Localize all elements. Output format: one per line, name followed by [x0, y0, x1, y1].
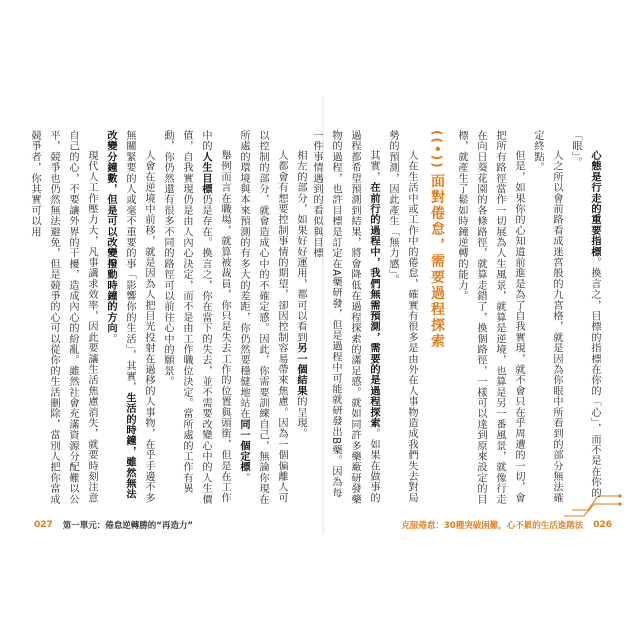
- section-heading: [427, 130, 446, 506]
- text-run: 人之所以會前路看成迷宮般的九宮格，就是因為你眼中所看到的部分無法確定終點。: [532, 130, 562, 504]
- section-heading-text: 面對倦怠，需要過程探索: [429, 173, 445, 350]
- text-run: 。: [238, 472, 249, 484]
- left-page-body: [29, 130, 310, 506]
- right-page-body: [311, 130, 604, 506]
- text-run: 相左的部分，如果好好運用，都可以看到: [295, 150, 306, 343]
- paragraph: [528, 130, 566, 506]
- bold-text: 在前行的過程中，我們無需預測，需要的是過程探索: [368, 182, 379, 429]
- left-page-footer: [34, 514, 322, 536]
- right-book-title: 克服倦怠：30種突破困難，心不累的生活進階法: [401, 521, 584, 531]
- paragraph: [234, 130, 291, 506]
- signal-icon: ((•)): [430, 130, 444, 170]
- text-run: 人都會有想要控制事情的期望，卻因控制容易帶來焦慮。因為一個偏離人可以控制的部分，就會造成心中的不確定感。因此，你需要訓練自己，無論你現在所處的環境與本來預測的有多大的差距，你仍然要穩健地站在: [238, 130, 287, 505]
- bold-text: 人生目標: [200, 151, 211, 195]
- paragraph: [383, 130, 421, 506]
- text-run: 但是，如果你的心知道前進是為了自我實現，就不會只在乎周遭的一切，會把所有路徑當作一切展為人生風景，就算是逆境，也算是另一番風景，就像行走在向日葵花園的各條路徑，就算走錯了，換個路徑，一樣可以達到原來設定的目標，就產生了鬆如時鐘逆轉的能力。: [456, 130, 524, 505]
- paragraph: [566, 130, 604, 506]
- bold-text: 生活的時鐘，雖然無法改變分鐘數，但是可以改變撥動時鐘的方向: [105, 130, 135, 500]
- book-spread: [28, 96, 618, 534]
- text-run: 的呈現。: [295, 396, 306, 440]
- paragraph: [158, 130, 234, 506]
- circuit-decoration: [564, 482, 620, 518]
- right-page-number: 026: [593, 520, 612, 530]
- text-run: 人會在逆境中前移，就是因為人把目光投射在過移的人事物，在乎手邊不多無關緊要的人或毫不重要的事「影響你的生活」，其實，: [124, 130, 154, 504]
- left-page: [28, 96, 322, 534]
- text-run: 人在生活中或工作中的倦怠，確實有很多是由外在人事物造成我們失去對局勢的預測，因此產生「無力感」。: [387, 130, 417, 504]
- paragraph: [307, 130, 383, 506]
- text-run: 其實，: [368, 150, 379, 183]
- text-run: 。換言之，目標的指標在你的「心」，而不是在你的「眼」。: [570, 130, 600, 499]
- bold-text: 心態是行走的重要指標: [589, 150, 600, 258]
- text-run: 。如果在做事的過程都希望預測到結果，將會降低在過程探索的滿足感。就如同許多藥廠研發藥物的過程，也許目標是訂定在A藥研發，但是過程中可能就研發出B藥。因為每一件事情遇到的看似與目標: [311, 130, 379, 505]
- text-run: 。: [105, 333, 116, 345]
- paragraph: [25, 130, 101, 506]
- left-chapter-title: 第一單元：倦怠逆轉勝的“再造力”: [62, 521, 193, 531]
- left-page-number: 027: [34, 520, 53, 530]
- paragraph: [101, 130, 158, 506]
- paragraph: [452, 130, 528, 506]
- bold-text: 另一個結果: [295, 343, 306, 397]
- text-run: 仍是存在。換言之，你在當下的失去，並不需要改變心中的人生價值，自我實現仍是由人內心決定，而不是由工作職位決定。當所處的工作有異動，你仍然還有很多不同的路徑可以前往心中的願景。: [162, 130, 211, 505]
- text-run: 現代人工作壓力大，凡事講求效率，因此要讓生活焦慮消失，就要時刻注意自己的心，不要讓外界的干擾，造成內心的紛亂。雖然社會充滿資源分配難以公平，競爭也仍然無法避免，但是競爭的心可以從你的生活刪除，當別人把你當成競爭者，你其實可以用: [29, 130, 97, 505]
- right-page: [311, 96, 618, 534]
- text-run: 舉例而言在職場，就算被裁員，你只是失去工作的位置與頭銜，但是在工作中的: [200, 130, 230, 504]
- bold-text: 同一個定標: [238, 418, 249, 473]
